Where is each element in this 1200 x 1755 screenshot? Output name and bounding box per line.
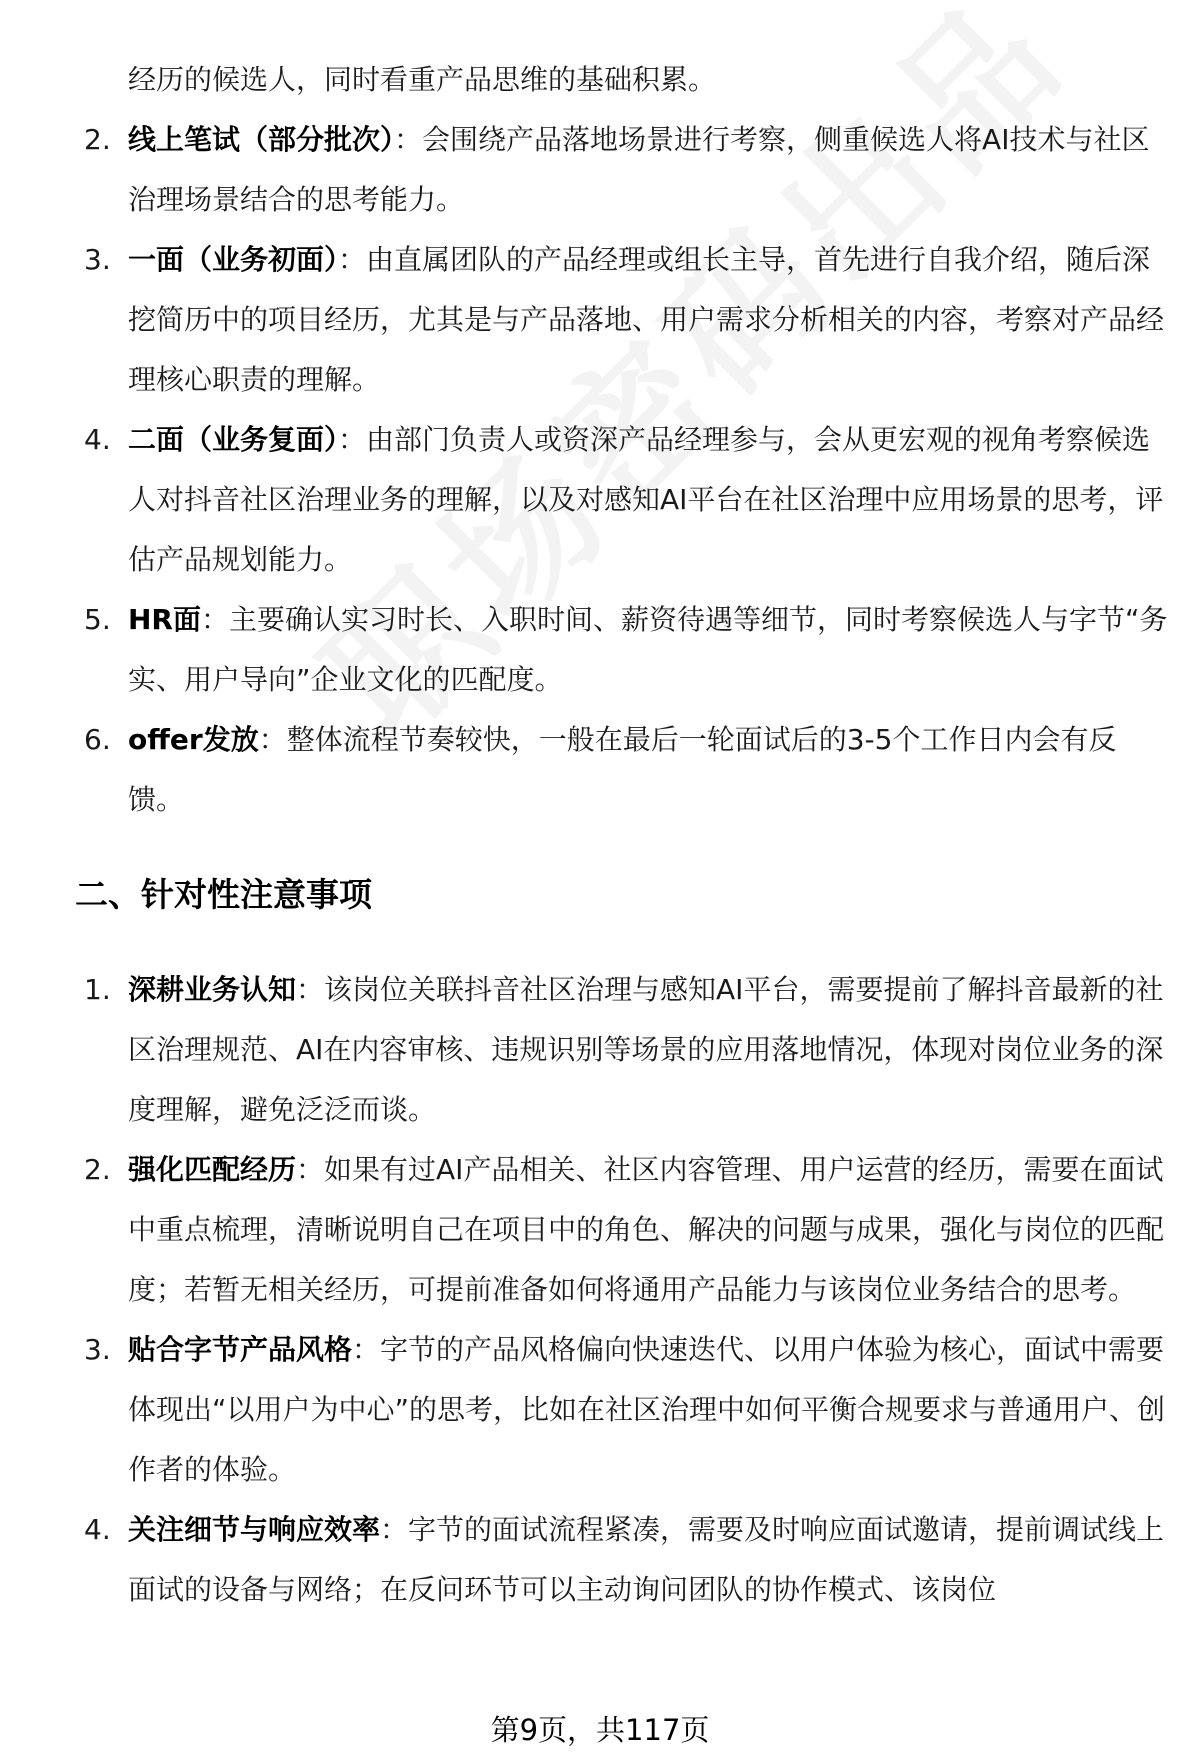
item-title: 关注细节与响应效率: [128, 1513, 381, 1546]
page-footer: 第9页，共117页: [490, 1713, 710, 1747]
item-text: 由直属团队的产品经理或组长主导，首先进行自我介绍，随后深挖简历中的项目经历，尤其是与产品落地、用户需求分析相关的内容，考察对产品经理核心职责的理解。: [128, 243, 1165, 396]
item-text: 字节的面试流程紧凑，需要及时响应面试邀请，提前调试线上面试的设备与网络；在反问环节可以主动询问团队的协作模式、该岗位: [128, 1513, 1165, 1606]
list-number: 6.: [84, 723, 111, 756]
item-text: 会围绕产品落地场景进行考察，侧重候选人将AI技术与社区治理场景结合的思考能力。: [128, 123, 1150, 216]
list-number: 4.: [84, 1513, 111, 1546]
item-title: HR面: [128, 603, 201, 636]
item-title: offer发放: [128, 723, 259, 756]
list-number: 5.: [84, 603, 111, 636]
list-item: 6. offer发放：整体流程节奏较快，一般在最后一轮面试后的3-5个工作日内会有反馈。: [0, 710, 1168, 830]
list-number: 2.: [84, 123, 111, 156]
list-number: 3.: [84, 1333, 111, 1366]
list-item: 2. 强化匹配经历：如果有过AI产品相关、社区内容管理、用户运营的经历，需要在面试中重点梳理，清晰说明自己在项目中的角色、解决的问题与成果，强化与岗位的匹配度；若暂无相关经历，可提前准备如何将通用产品能力与该岗位业务结合的思考。: [0, 1140, 1168, 1320]
list-item: 1. 深耕业务认知：该岗位关联抖音社区治理与感知AI平台，需要提前了解抖音最新的社区治理规范、AI在内容审核、违规识别等场景的应用落地情况，体现对岗位业务的深度理解，避免泛泛而谈。: [0, 960, 1168, 1140]
list-number: 4.: [84, 423, 111, 456]
item-title: 一面（业务初面）: [128, 243, 339, 276]
item-text: 字节的产品风格偏向快速迭代、以用户体验为核心，面试中需要体现出“以用户为中心”的思考，比如在社区治理中如何平衡合规要求与普通用户、创作者的体验。: [128, 1333, 1166, 1486]
list-number: 3.: [84, 243, 111, 276]
list-number: 2.: [84, 1153, 111, 1186]
item-title: 二面（业务复面）: [128, 423, 339, 456]
section-heading: 二、针对性注意事项: [75, 875, 372, 914]
list-item: 3. 一面（业务初面）：由直属团队的产品经理或组长主导，首先进行自我介绍，随后深挖简历中的项目经历，尤其是与产品落地、用户需求分析相关的内容，考察对产品经理核心职责的理解。: [0, 230, 1168, 410]
item-title: 强化匹配经历: [128, 1153, 297, 1186]
list-item: 4. 二面（业务复面）：由部门负责人或资深产品经理参与，会从更宏观的视角考察候选人对抖音社区治理业务的理解，以及对感知AI平台在社区治理中应用场景的思考，评估产品规划能力。: [0, 410, 1168, 590]
process-list: [0, 110, 1168, 830]
list-item: 3. 贴合字节产品风格：字节的产品风格偏向快速迭代、以用户体验为核心，面试中需要体现出“以用户为中心”的思考，比如在社区治理中如何平衡合规要求与普通用户、创作者的体验。: [0, 1320, 1168, 1500]
list-number: 1.: [84, 973, 111, 1006]
list-item: 2. 线上笔试（部分批次）：会围绕产品落地场景进行考察，侧重候选人将AI技术与社区治理场景结合的思考能力。: [0, 110, 1168, 230]
item-text: 主要确认实习时长、入职时间、薪资待遇等细节，同时考察候选人与字节“务实、用户导向”企业文化的匹配度。: [128, 603, 1168, 696]
item-title: 贴合字节产品风格: [128, 1333, 353, 1366]
item-text: 由部门负责人或资深产品经理参与，会从更宏观的视角考察候选人对抖音社区治理业务的理解，以及对感知AI平台在社区治理中应用场景的思考，评估产品规划能力。: [128, 423, 1164, 576]
item-title: 线上笔试（部分批次）: [128, 123, 395, 156]
intro-continuation: 经历的候选人，同时看重产品思维的基础积累。: [128, 63, 717, 96]
item-text: 整体流程节奏较快，一般在最后一轮面试后的3-5个工作日内会有反馈。: [128, 723, 1117, 816]
item-text: 该岗位关联抖音社区治理与感知AI平台，需要提前了解抖音最新的社区治理规范、AI在内容审核、违规识别等场景的应用落地情况，体现对岗位业务的深度理解，避免泛泛而谈。: [128, 973, 1164, 1126]
list-item: 4. 关注细节与响应效率：字节的面试流程紧凑，需要及时响应面试邀请，提前调试线上面试的设备与网络；在反问环节可以主动询问团队的协作模式、该岗位: [0, 1500, 1168, 1620]
item-text: 如果有过AI产品相关、社区内容管理、用户运营的经历，需要在面试中重点梳理，清晰说明自己在项目中的角色、解决的问题与成果，强化与岗位的匹配度；若暂无相关经历，可提前准备如何将通用产品能力与该岗位业务结合的思考。: [128, 1153, 1165, 1306]
list-item: 5. HR面：主要确认实习时长、入职时间、薪资待遇等细节，同时考察候选人与字节“务实、用户导向”企业文化的匹配度。: [0, 590, 1168, 710]
item-title: 深耕业务认知: [128, 973, 297, 1006]
tips-list: [0, 960, 1168, 1620]
